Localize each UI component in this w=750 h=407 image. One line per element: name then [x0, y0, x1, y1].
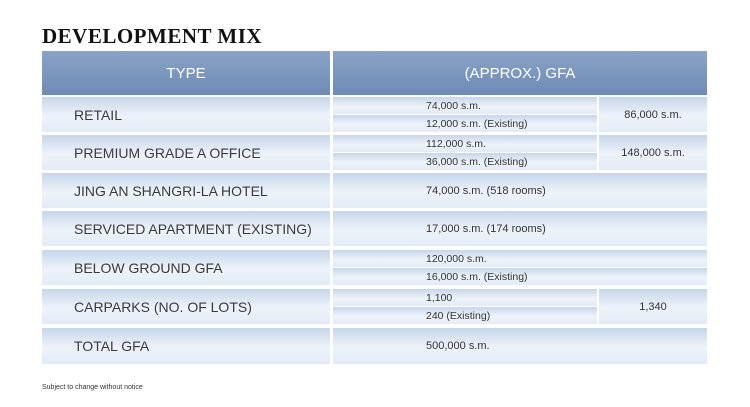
row-label-total: TOTAL GFA	[42, 328, 330, 364]
carparks-existing: 240 (Existing)	[333, 307, 597, 324]
retail-new: 74,000 s.m.	[333, 97, 597, 114]
header-gfa: (APPROX.) GFA	[333, 51, 707, 95]
office-existing: 36,000 s.m. (Existing)	[333, 153, 597, 170]
row-label-apartment: SERVICED APARTMENT (EXISTING)	[42, 211, 330, 246]
below-ground-new: 120,000 s.m.	[333, 250, 707, 267]
hotel-value: 74,000 s.m. (518 rooms)	[333, 173, 707, 208]
retail-existing: 12,000 s.m. (Existing)	[333, 115, 597, 132]
apartment-value: 17,000 s.m. (174 rooms)	[333, 211, 707, 246]
retail-total: 86,000 s.m.	[599, 97, 707, 132]
page-title: DEVELOPMENT MIX	[42, 24, 263, 48]
carparks-total: 1,340	[599, 289, 707, 324]
office-new: 112,000 s.m.	[333, 135, 597, 152]
header-type: TYPE	[42, 51, 330, 95]
row-label-carparks: CARPARKS (NO. OF LOTS)	[42, 289, 330, 324]
below-ground-existing: 16,000 s.m. (Existing)	[333, 268, 707, 285]
row-label-retail: RETAIL	[42, 97, 330, 132]
row-label-hotel: JING AN SHANGRI-LA HOTEL	[42, 173, 330, 208]
carparks-new: 1,100	[333, 289, 597, 306]
footnote: Subject to change without notice	[42, 384, 143, 391]
row-label-office: PREMIUM GRADE A OFFICE	[42, 135, 330, 170]
row-label-below-ground: BELOW GROUND GFA	[42, 250, 330, 285]
total-value: 500,000 s.m.	[333, 328, 707, 364]
office-total: 148,000 s.m.	[599, 135, 707, 170]
